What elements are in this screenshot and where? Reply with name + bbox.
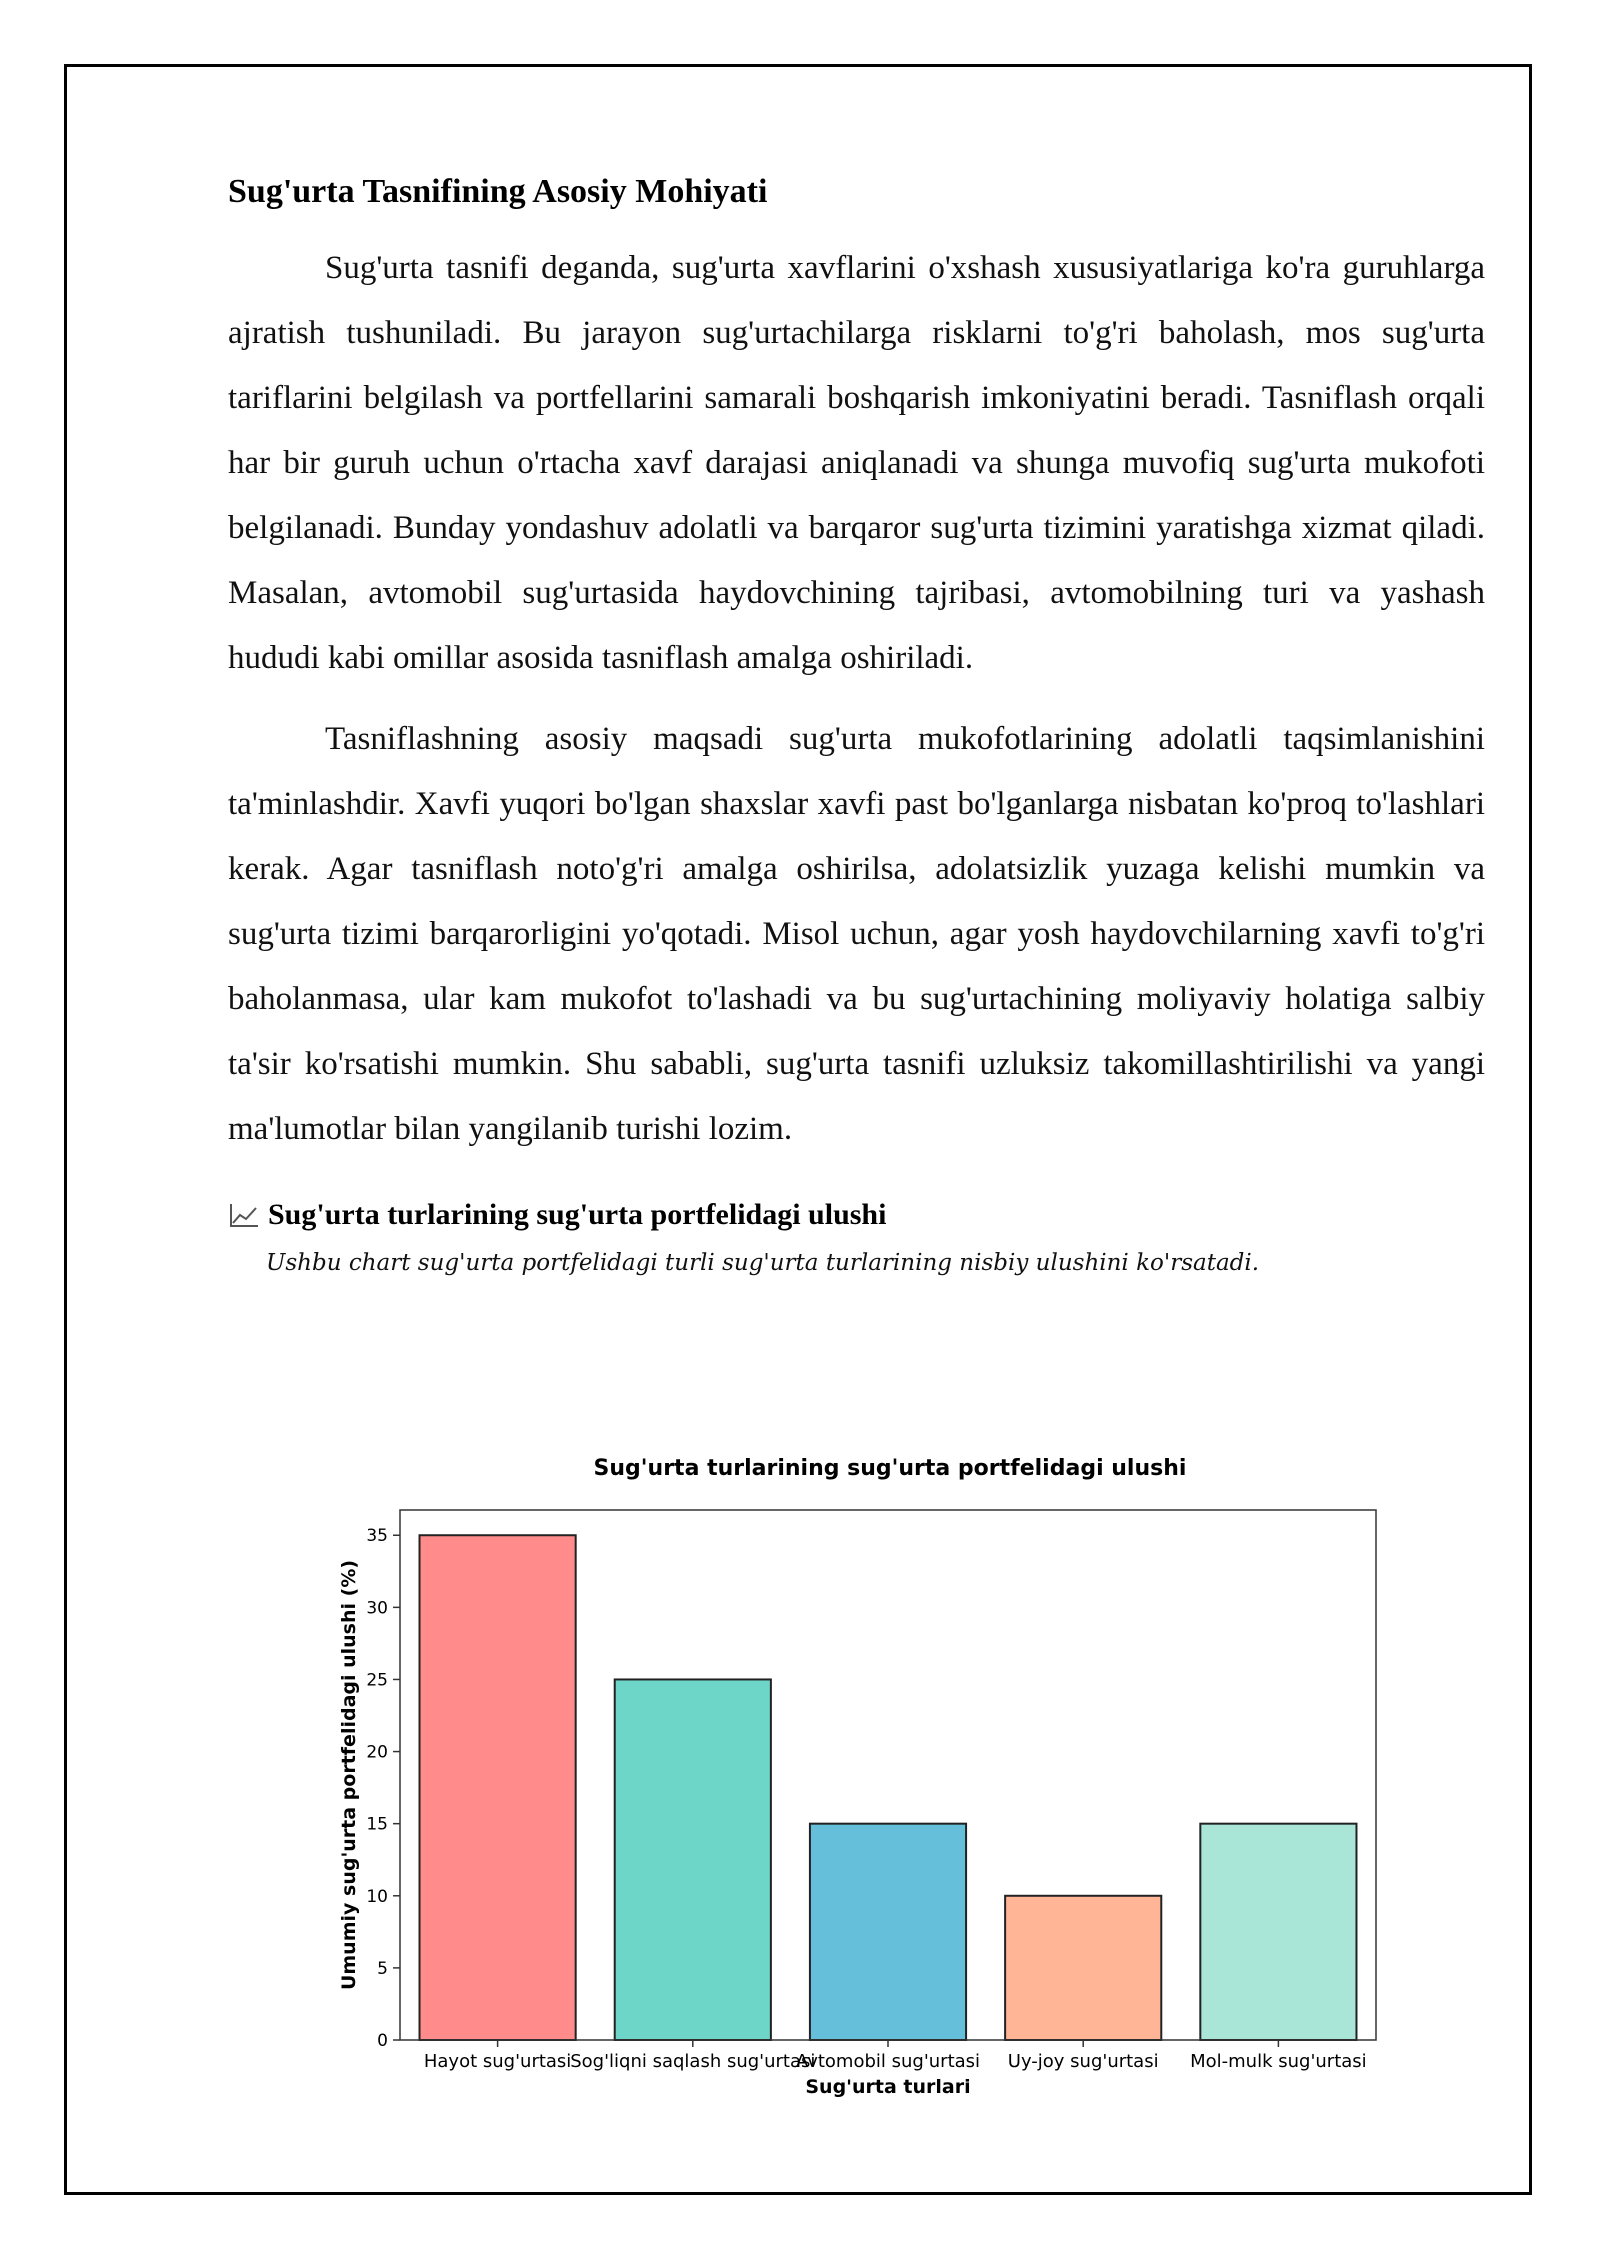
x-axis-ticks — [424, 2040, 1367, 2072]
x-tick-label-0: Hayot sug'urtasi — [423, 2051, 572, 2072]
y-tick-label-6: 30 — [366, 1598, 388, 1619]
y-axis-label: Umumiy sug'urta portfelidagi ulushi (%) — [338, 1559, 360, 1991]
bar-chart — [300, 1450, 1440, 2110]
y-tick-label-5: 25 — [366, 1670, 388, 1691]
x-tick-label-4: Mol-mulk sug'urtasi — [1190, 2051, 1367, 2072]
chart-heading-text: Sug'urta turlarining sug'urta portfelidagi ulushi — [268, 1198, 887, 1232]
x-tick-label-1: Sog'liqni saqlash sug'urtasi — [570, 2051, 816, 2072]
bar-1 — [615, 1679, 771, 2040]
y-tick-label-3: 15 — [366, 1814, 388, 1835]
bar-0 — [420, 1535, 576, 2040]
bar-3 — [1005, 1896, 1161, 2040]
line-chart-icon — [228, 1201, 260, 1229]
y-axis-ticks — [366, 1526, 400, 2051]
paragraph-2: Tasniflashning asosiy maqsadi sug'urta mukofotlarining adolatli taqsimlanishini ta'minlashdir. Xavfi yuqori bo'lgan shaxslar xavfi past bo'lganlarga nisbatan ko'proq to'lashlari kerak. Agar tasniflash noto'g'ri amalga oshirilsa, adolatsizlik yuzaga kelishi mumkin va sug'urta tizimi barqarorligini yo'qotadi. Misol uchun, agar yosh haydovchilarning xavfi to'g'ri baholanmasa, ular kam mukofot to'lashadi va bu sug'urtachining moliyaviy holatiga salbiy ta'sir ko'rsatishi mumkin. Shu sababli, sug'urta tasnifi uzluksiz takomillashtirilishi va yangi ma'lumotlar bilan yangilanib turishi lozim. — [228, 721, 1485, 1148]
y-tick-label-0: 0 — [377, 2031, 388, 2051]
y-tick-label-7: 35 — [366, 1526, 388, 1547]
x-tick-label-2: Avtomobil sug'urtasi — [795, 2051, 981, 2072]
bar-chart-svg — [300, 1450, 1440, 2110]
paragraph-1: Sug'urta tasnifi deganda, sug'urta xavflarini o'xshash xususiyatlariga ko'ra guruhlarga ajratish tushuniladi. Bu jarayon sug'urtachilarga risklarni to'g'ri baholash, mos sug'urta tariflarini belgilash va portfellarini samarali boshqarish imkoniyatini beradi. Tasniflash orqali har bir guruh uchun o'rtacha xavf darajasi aniqlanadi va shunga muvofiq sug'urta mukofoti belgilanadi. Bunday yondashuv adolatli va barqaror sug'urta tizimini yaratishga xizmat qiladi. Masalan, avtomobil sug'urtasida haydovchining tajribasi, avtomobilning turi va yashash hududi kabi omillar asosida tasniflash amalga oshiriladi. — [228, 250, 1485, 677]
x-axis-label: Sug'urta turlari — [805, 2076, 971, 2098]
bar-2 — [810, 1824, 966, 2040]
document-title: Sug'urta Tasnifining Asosiy Mohiyati — [228, 173, 768, 210]
y-tick-label-4: 20 — [366, 1742, 388, 1763]
x-tick-label-3: Uy-joy sug'urtasi — [1007, 2051, 1159, 2072]
chart-title: Sug'urta turlarining sug'urta portfelidagi ulushi — [593, 1456, 1187, 1481]
chart-caption: Ushbu chart sug'urta portfelidagi turli sug'urta turlarining nisbiy ulushini ko'rsatadi. — [266, 1250, 1260, 1277]
y-tick-label-2: 10 — [366, 1886, 388, 1907]
document-body — [228, 170, 1485, 1276]
chart-heading — [228, 1198, 1485, 1232]
y-tick-label-1: 5 — [377, 1958, 388, 1979]
bar-4 — [1200, 1824, 1356, 2040]
bars-group — [420, 1535, 1357, 2040]
